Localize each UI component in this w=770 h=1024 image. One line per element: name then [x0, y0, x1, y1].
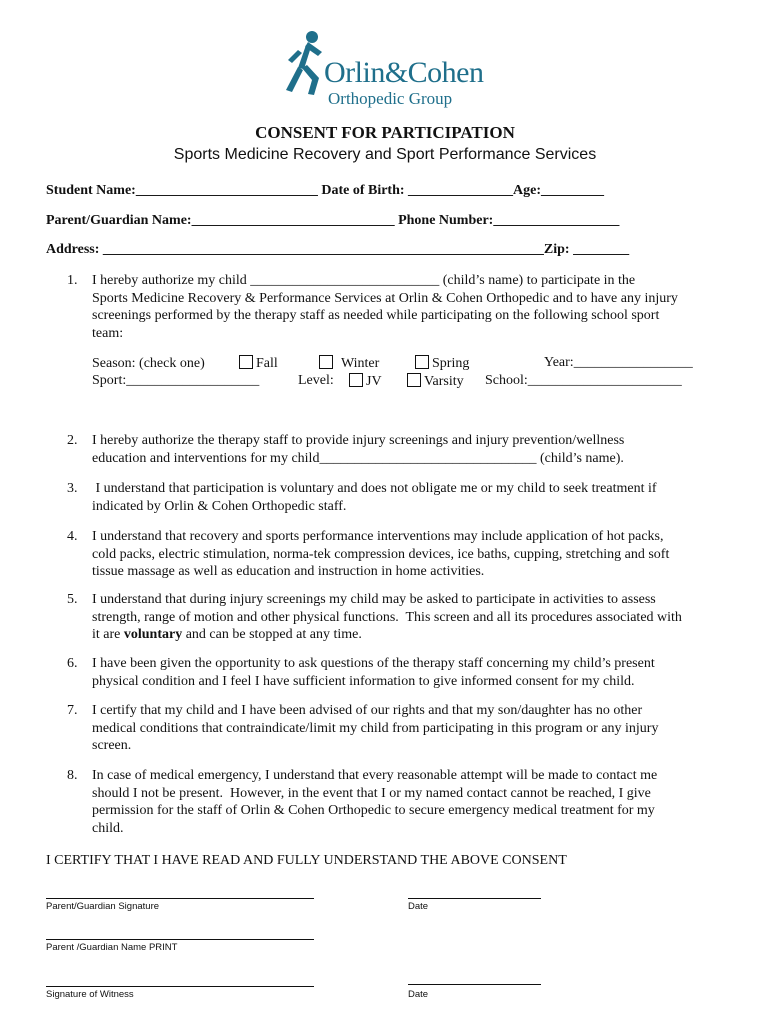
date-line-2[interactable] [408, 984, 541, 985]
item-line: screen. [92, 738, 132, 753]
item-line: permission for the staff of Orlin & Cohen Orthopedic to secure emergency medical treatment for my [92, 803, 655, 818]
logo-subtitle: Orthopedic Group [328, 89, 453, 108]
fall-checkbox[interactable] [239, 355, 253, 369]
item-line: In case of medical emergency, I understand that every reasonable attempt will be made to contact me [92, 768, 658, 783]
consent-item-3 [67, 480, 735, 516]
item-line: should I not be present. However, in the event that I or my named contact cannot be reached, I give [92, 785, 651, 801]
item-number: 1. [67, 273, 78, 288]
fall-label: Fall [256, 356, 278, 371]
level-jv-option[interactable] [349, 373, 382, 390]
item-line [92, 626, 732, 644]
item-number: 6. [67, 656, 78, 671]
item-line: Sports Medicine Recovery & Performance Services at Orlin & Cohen Orthopedic and to have any injury [92, 290, 678, 306]
form-title: CONSENT FOR PARTICIPATION [255, 123, 515, 142]
form-subtitle: Sports Medicine Recovery and Sport Performance Services [173, 146, 597, 163]
item-line: I hereby authorize the therapy staff to provide injury screenings and injury prevention/wellness [92, 433, 625, 448]
company-logo [278, 30, 498, 110]
winter-checkbox[interactable] [319, 355, 333, 369]
parent-print-label: Parent /Guardian Name PRINT [46, 942, 178, 953]
varsity-label: Varsity [424, 374, 464, 389]
school-field[interactable]: School:______________________ [485, 373, 682, 388]
item-line: medical conditions that contraindicate/limit my child from participating in this program or any injury [92, 720, 659, 736]
consent-item-6 [67, 655, 735, 691]
parent-print-line[interactable] [46, 939, 314, 940]
item-line: indicated by Orlin & Cohen Orthopedic staff. [92, 498, 347, 514]
item-line: I understand that recovery and sports performance interventions may include application of hot packs, [92, 529, 664, 544]
guardian-info-row[interactable]: Parent/Guardian Name:_____________________________ Phone Number:__________________ [46, 213, 620, 228]
student-info-row[interactable]: Student Name:__________________________ Date of Birth: _______________Age:_________ [46, 183, 605, 198]
level-label: Level: [298, 373, 334, 388]
date-label-1: Date [408, 901, 429, 912]
season-block [92, 355, 205, 373]
sport-field[interactable]: Sport:___________________ [92, 373, 260, 388]
item-number: 5. [67, 592, 78, 607]
item-number: 7. [67, 703, 78, 718]
season-fall-option[interactable] [239, 355, 278, 372]
parent-signature-label: Parent/Guardian Signature [46, 901, 160, 912]
logo-name: Orlin&Cohen [324, 56, 484, 89]
season-spring-option[interactable] [415, 355, 469, 372]
consent-item-2 [67, 432, 735, 468]
voluntary-emphasis: voluntary [123, 627, 183, 642]
parent-signature-line[interactable] [46, 898, 314, 899]
item-line: cold packs, electric stimulation, norma-tek compression devices, ice baths, cupping, stretching and soft [92, 546, 670, 562]
item-number: 8. [67, 768, 78, 783]
runner-logo-icon [278, 30, 326, 100]
consent-item-5 [67, 591, 735, 645]
item-number: 3. [67, 481, 78, 496]
consent-item-8 [67, 767, 735, 839]
item-line: team: [92, 325, 124, 341]
consent-item-4 [67, 528, 735, 582]
item-line: I understand that participation is voluntary and does not obligate me or my child to seek treatment if [92, 481, 657, 496]
spring-checkbox[interactable] [415, 355, 429, 369]
level-varsity-option[interactable] [407, 373, 464, 390]
item-line: I hereby authorize my child ___________________________ (child’s name) to participate in the [92, 273, 636, 288]
date-label-2: Date [408, 989, 429, 1000]
certify-statement: I CERTIFY THAT I HAVE READ AND FULLY UNDERSTAND THE ABOVE CONSENT [46, 853, 567, 868]
item-line: physical condition and I feel I have sufficient information to give informed consent for my child. [92, 673, 635, 689]
witness-signature-line[interactable] [46, 986, 314, 987]
item-line: I certify that my child and I have been advised of our rights and that my son/daughter has no other [92, 703, 643, 718]
year-field[interactable]: Year:_________________ [544, 355, 693, 370]
season-label: Season: (check one) [92, 356, 205, 371]
jv-checkbox[interactable] [349, 373, 363, 387]
jv-label: JV [366, 374, 382, 389]
item-line: strength, range of motion and other physical functions. This screen and all its procedures associated with [92, 609, 682, 625]
spring-label: Spring [432, 356, 470, 371]
varsity-checkbox[interactable] [407, 373, 421, 387]
date-line-1[interactable] [408, 898, 541, 899]
item-text: and can be stopped at any time. [182, 627, 362, 642]
item-number: 2. [67, 433, 78, 448]
item-number: 4. [67, 529, 78, 544]
consent-item-7 [67, 702, 735, 756]
item-line: screenings performed by the therapy staff as needed while participating on the following school sport [92, 308, 660, 323]
winter-label: Winter [341, 356, 380, 371]
item-line: I have been given the opportunity to ask questions of the therapy staff concerning my child’s present [92, 656, 655, 671]
item-text: it are [92, 627, 124, 642]
item-line: child. [92, 820, 124, 836]
item-line: education and interventions for my child_______________________________ (child’s name). [92, 450, 624, 466]
item-line: I understand that during injury screenings my child may be asked to participate in activities to assess [92, 592, 656, 607]
witness-signature-label: Signature of Witness [46, 989, 134, 1000]
address-row[interactable]: Address: _______________________________________________________________Zip: ________ [46, 242, 630, 257]
season-winter-option[interactable] [319, 355, 379, 372]
consent-item-1 [67, 272, 735, 344]
item-line: tissue massage as well as education and instruction in home activities. [92, 564, 485, 579]
